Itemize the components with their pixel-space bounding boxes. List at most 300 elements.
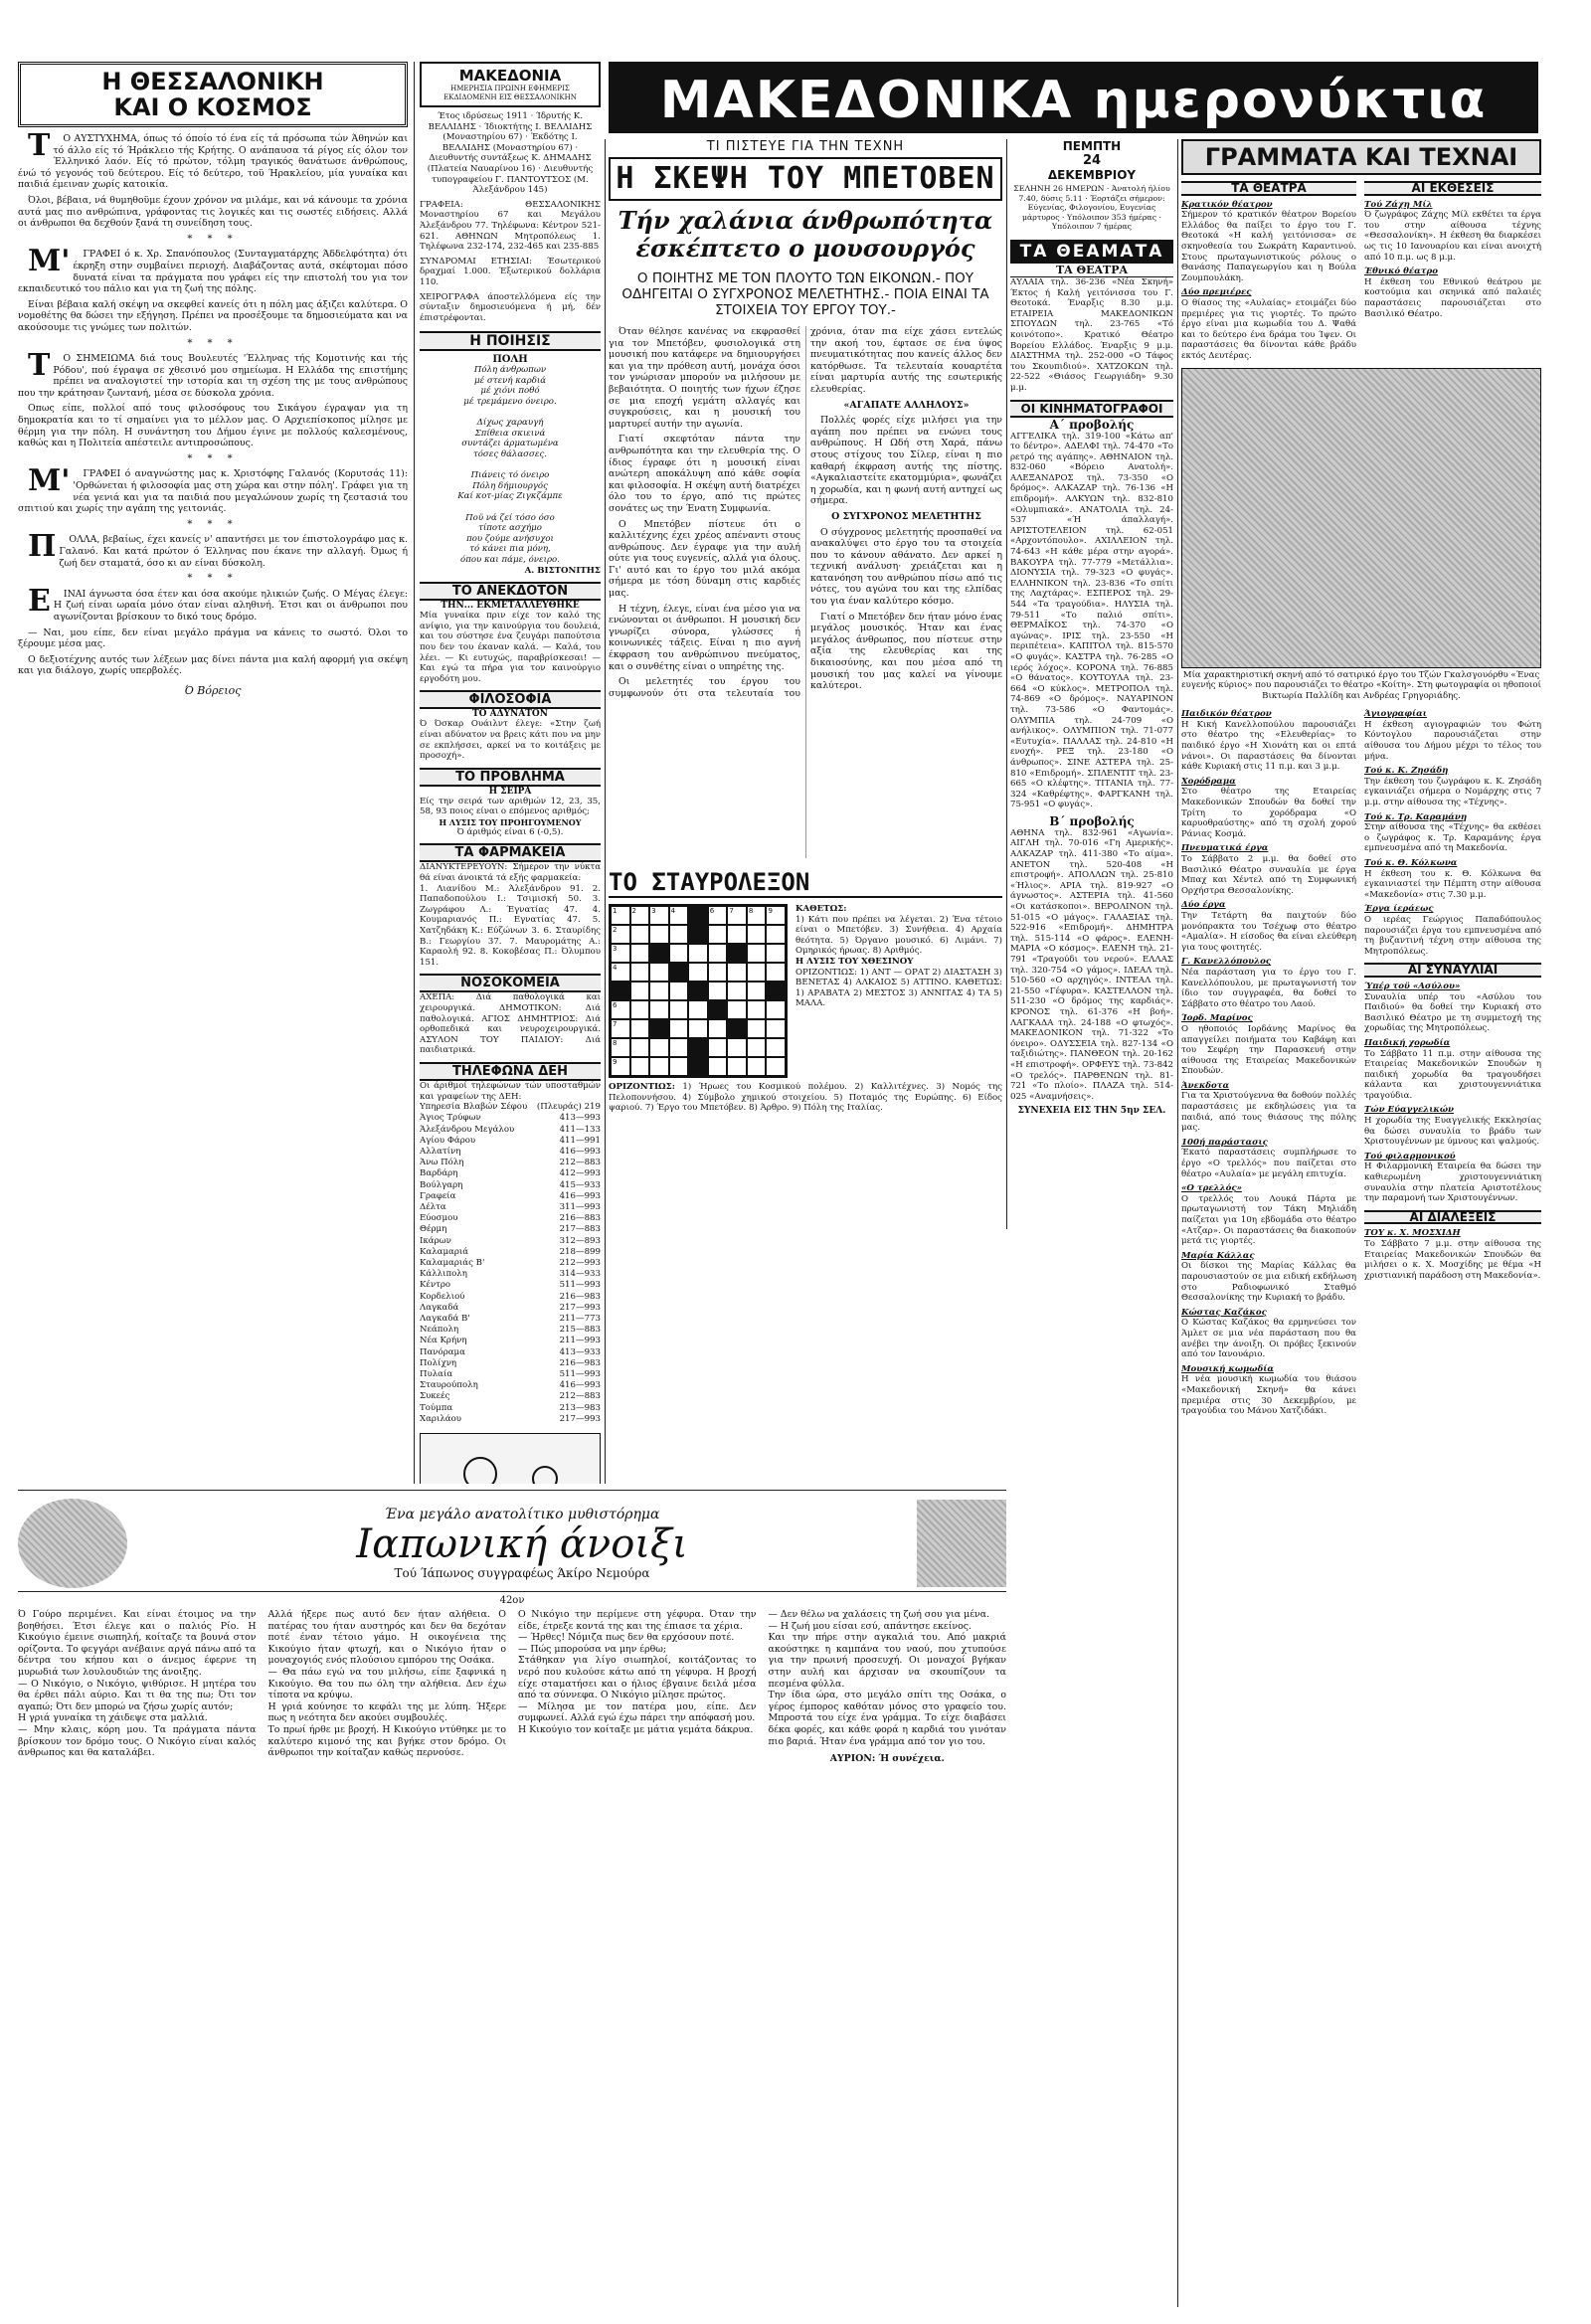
phone-name: Λαγκαδά Β' (420, 1314, 470, 1325)
crossword-cell[interactable] (727, 925, 747, 944)
paragraph: Ο Μπετόβεν πίστευε ότι ο καλλιτέχνης έχει χρέος απέναντι στους ανθρώπους. Δεν έγραφε για την αυλή ούτε για τους ευγενείς, αλλά για όλους. Γι' αυτό και το έργο του μιλά ακόμα σήμερα με τόση δύναμη στις καρδιές μας. (609, 518, 800, 600)
crossword-cell[interactable] (708, 1019, 728, 1038)
hospitals-heading: ΝΟΣΟΚΟΜΕΙΑ (420, 974, 601, 992)
crossword-cell[interactable] (688, 963, 708, 982)
phone-name: Βαρδάρη (420, 1168, 458, 1179)
publisher-info: Έτος ιδρύσεως 1911 · Ίδρυτής Κ. ΒΕΛΛΙΔΗΣ · Ίδιοκτήτης Ι. ΒΕΛΛΙΔΗΣ (Μοναστηρίου 67) · Έκδότης Ι. ΒΕΛΛΙΔΗΣ (Μοναστηρίου 67) · Διευθυντής συντάξεως Κ. ΔΗΜΑΔΗΣ (Πλατεία Ναυαρίνου 16) · Διευθυντής τυπογραφείου Γ. ΠΑΝΤΟΥΤΣΟΣ (Μ. Άλεξάνδρου 145) (427, 111, 594, 196)
crossword-cell[interactable]: 8 (611, 1038, 630, 1057)
crossword-cell[interactable] (649, 1038, 669, 1057)
crossword-cell[interactable] (669, 963, 689, 982)
phone-name: Υπηρεσία Βλαβών Σέφου (420, 1102, 528, 1113)
crossword-cell[interactable] (669, 982, 689, 1000)
article-deck: Ο ΠΟΙΗΤΗΣ ΜΕ ΤΟΝ ΠΛΟΥΤΟ ΤΩΝ ΕΙΚΟΝΩΝ.- ΠΟΥ ΟΔΗΓΕΙΤΑΙ Ο ΣΥΓΧΡΟΝΟΣ ΜΕΛΕΤΗΤΗΣ.- ΠΟΙΑ ΕΙΝΑΙ ΤΑ ΣΤΟΙΧΕΙΑ ΤΟΥ ΕΡΓΟΥ ΤΟΥ.- (621, 270, 989, 318)
phone-number: 416—993 (559, 1190, 601, 1201)
crossword-cell[interactable] (688, 1057, 708, 1076)
cinemas-first-run: Α΄ προβολής (1049, 417, 1135, 432)
novel-illustration-left (18, 1499, 127, 1588)
crossword-cell[interactable]: 6 (708, 906, 728, 925)
section-title: Παιδική χορωδία (1364, 1037, 1451, 1048)
phone-number: 217—883 (559, 1224, 601, 1235)
section-text: Οι δίσκοι της Μαρίας Κάλλας θα παρουσιαστούν σε μια ειδική εκδήλωση στο Ραδιοφωνικό Σταθμό Θεσσαλονίκης την Κυριακή το βράδυ. (1181, 1261, 1356, 1304)
crossword-cell[interactable] (766, 944, 786, 963)
anecdote-text: Μία γυναίκα πριν είχε τον καλό της ανίψιο, για την καινούργια του δουλειά, και του σύστησε ένα ζευγάρι παπούτσια που δεν του έκαναν καλά. — Καλά, του λέει. — Κι ευτυχώς, παραβρίσκεσαι! — Και εγώ τα πήρα για τον καινούργιο εργοδότη μου. (420, 611, 601, 684)
phone-name: Θέρμη (420, 1224, 447, 1235)
phone-number: 511—993 (559, 1369, 601, 1380)
crossword-cell[interactable] (766, 963, 786, 982)
crossword-cell[interactable] (630, 925, 650, 944)
phone-name: Συκεές (420, 1391, 450, 1402)
phone-number: 216—983 (559, 1357, 601, 1368)
paragraph: — Ναι, μου είπε, δεν είναι μεγάλο πράγμα να κάνεις το σωστό. Όλοι το ξέρουμε μέσα μας. (18, 626, 408, 650)
article-headline: Η ΣΚΕΨΗ ΤΟΥ ΜΠΕΤΟΒΕΝ (609, 157, 1002, 201)
section-text: Το Σάββατο 2 μ.μ. θα δοθεί στο Βασιλικό Θέατρο συναυλία με έργα Μπαχ και Χέντελ από τη Συμφωνική Ορχήστρα Θεσσαλονίκης. (1181, 854, 1356, 896)
section-title: Δύο έργα (1181, 900, 1226, 911)
beethoven-article (609, 139, 1002, 1229)
crossword-cell[interactable] (708, 944, 728, 963)
crossword-horizontal: 1) Ήρωες του Κοσμικού πολέμου. 2) Καλλιτέχνες. 3) Νομός της Πελοποννήσου. 4) Σύμβολο χημικού στοιχείου. 5) Ποταμός της Ευρώπης. 6) Είδος ψαριού. 7) Έργο του Μπετόβεν. 8) Άρθρο. 9) Πόλη της Ιταλίας. (609, 1082, 1002, 1114)
crossword-grid[interactable] (609, 904, 788, 1078)
phone-name: Αγίου Φάρου (420, 1135, 476, 1146)
crossword-cell[interactable] (727, 1000, 747, 1019)
phone-row (420, 1236, 601, 1247)
crossword-solution: ΟΡΙΖΟΝΤΙΩΣ: 1) ΑΝΤ — ΟΡΑΤ 2) ΔΙΑΣΤΑΣΗ 3) ΒΕΝΕΤΑΣ 4) ΑΛΚΑΙΟΣ 5) ΑΤΤΙΝΟ. ΚΑΘΕΤΩΣ: 1) ΑΡΑΒΑΤΑ 2) ΜΕΣΤΟΣ 3) ΑΝΝΙΤΑΣ 4) ΤΑ 5) ΜΑΛΑ. (796, 967, 1002, 1009)
phone-name: Νεάπολη (420, 1325, 459, 1336)
pharmacies-intro: ΔΙΑΝΥΚΤΕΡΕΥΟΥΝ: Σήμερον την νύκτα θά είναι άνοικτά τά εξής φαρμακεία: (420, 862, 601, 884)
philosophy-subtitle: ΤΟ ΑΔΥΝΑΤΟΝ (471, 709, 549, 720)
crossword-cell[interactable] (727, 982, 747, 1000)
crossword-cell[interactable] (649, 944, 669, 963)
phone-row (420, 1125, 601, 1136)
crossword-cell[interactable] (649, 1057, 669, 1076)
crossword-cell[interactable] (611, 982, 630, 1000)
paragraph: Η τέχνη, έλεγε, είναι ένα μέσο για να ενώνονται οι άνθρωποι. Η μουσική δεν γνωρίζει σύνορα, γλώσσες ή κοινωνικές τάξεις. Είναι η πιο αγνή έκφραση του ανθρώπινου πνεύματος, και ο συνθέτης είναι ο υπηρέτης της. (609, 603, 800, 672)
crossword-cell[interactable]: 2 (611, 925, 630, 944)
section-title: Άνεκδοτα (1181, 1080, 1230, 1091)
arts-column (1181, 139, 1541, 2307)
section-text: Η νέα μουσική κωμωδία του θιάσου «Μακεδονική Σκηνή» θα κάνει πρεμιέρα στις 30 Δεκεμβρίου, με τραγούδια του Μάνου Χατζιδάκι. (1181, 1374, 1356, 1417)
section-title: Κώστας Καζάκος (1181, 1307, 1267, 1318)
phone-name: Πυλαία (420, 1369, 453, 1380)
problem-heading: ΤΟ ΠΡΟΒΛΗΜΑ (420, 768, 601, 787)
crossword-cell[interactable] (747, 1000, 767, 1019)
section-title: Ύπέρ τοϋ «Ασύλου» (1364, 981, 1461, 991)
paragraph: Μ'ΓΡΑΦΕΙ ό κ. Χρ. Σπανόπουλος (Συνταγματάρχης Άδδελφότητα) ότι έκρηξη στην συμβαίνει περιοχή. Διαβάζοντας αυτά, σκέφτομαι πόσο δυνατά είναι τα πράγματα που γράφει είς την επιστολή του για τον εκπαιδευτικό του πάλιο και για τη ζωή της πόλης. (18, 244, 408, 295)
section-text: Την έκθεση του ζωγράφου κ. Κ. Ζησάδη εγκαινιάζει σήμερα ο Νομάρχης στις 7 μ.μ. στην αίθουσα της «Τέχνης». (1364, 776, 1541, 808)
phone-row (420, 1102, 601, 1113)
crossword-cell[interactable] (766, 925, 786, 944)
phone-row (420, 1280, 601, 1291)
anecdote-subtitle: ΤΗΝ... ΕΚΜΕΤΑΛΛΕΥΘΗΚΕ (441, 601, 580, 612)
phone-row (420, 1380, 601, 1391)
section-text: Στην αίθουσα της «Τέχνης» θα εκθέσει ο ζωγράφος κ. Τρ. Καραμάνης έργα εμπνευσμένα από τη Μακεδονία. (1364, 822, 1541, 854)
crossword-cell[interactable] (688, 1000, 708, 1019)
phone-name: Σταυρούπολη (420, 1380, 478, 1391)
phone-row (420, 1347, 601, 1358)
philosophy-text: Ό Όσκαρ Ουάιλντ έλεγε: «Στην ζωή είναι αδύνατον να βρεις κάτι που να μην σε εκπλήσσει, αρκεί να το κοιτάξεις με προσοχή». (420, 719, 601, 762)
cartoon-drawing (421, 1434, 600, 1484)
phone-name: Εύοσμου (420, 1213, 458, 1224)
paragraph: Οι μελετητές του έργου του συμφωνούν ότι στα τελευταία του χρόνια, όταν πια είχε χάσει εντελώς την ακοή του, έφτασε σε ένα ύψος πνευματικότητας που κανείς άλλος δεν κατόρθωσε. Τα τελευταία κουαρτέτα είναι μαρτυρία αυτής της εσωτερικής ελευθερίας. (609, 326, 1002, 699)
crossword-cell[interactable] (669, 1038, 689, 1057)
philosophy-heading: ΦΙΛΟΣΟΦΙΑ (420, 690, 601, 709)
section-title: Τού κ. Τρ. Καραμάνη (1364, 811, 1468, 822)
novel-next: ΑΥΡΙΟΝ: Ή συνέχεια. (829, 1753, 945, 1765)
column-body (18, 128, 408, 697)
crossword-cell[interactable]: 7 (611, 1019, 630, 1038)
crossword-cell[interactable] (688, 982, 708, 1000)
theaters-list: ΑΥΛΑΙΑ τηλ. 36-236 «Νέα Σκηνή» Έκτος ή Καλή γειτόνισσα του Γ. Θεοτοκά. Έναρξις 8.30 μ.μ. ΕΤΑΙΡΕΙΑ ΜΑΚΕΔΟΝΙΚΩΝ ΣΠΟΥΔΩΝ τηλ. 23-765 «Τό κοινότοπο». Κρατικό Θέατρο Βορείου Ελλάδος. Έναρξις 9 μ.μ. ΔΙΑΣΤΗΜΑ τηλ. 252-000 «Ο Τάφος του Σκουπιδιού». ΧΑΤΖΟΚΩΝ τηλ. 22-522 «Θιάσος Γεωργιάδη» 9.30 μ.μ. (1010, 276, 1173, 393)
novel-section (18, 1496, 1006, 2311)
shows-heading: ΤΑ ΘΕΑΜΑΤΑ (1010, 240, 1173, 264)
phone-name: Λαγκαδά (420, 1302, 459, 1313)
phone-number: 312—893 (559, 1235, 601, 1246)
section-text: Το Σάββατο 11 π.μ. στην αίθουσα της Εταιρείας Μακεδονικών Σπουδών η παιδική χορωδία θα τραγουδήσει κάλαντα και χριστουγεννιάτικα τραγούδια. (1364, 1048, 1541, 1101)
crossword-cell[interactable] (747, 982, 767, 1000)
section-text: Την Τετάρτη θα παιχτούν δύο μονόπρακτα του Τσέχωφ στο θέατρο «Αμαλία». Η είσοδος θα είναι ελεύθερη για τους φοιτητές. (1181, 910, 1356, 953)
poem-text: Πόλη άνθρωπων μέ στενή καρδιά μέ χιόνι ποθό μέ τρεμάμενο όνειρο. Δίχως χαραυγή Σπίθεια σκιεινά συντάζει άρματωμένα τόσες θάλασσες. Πιάνεις τό όνειρο Πόλη δήμιουργός Καί κοτ-μίας Ζιγκζάμπε Ποϋ νά ζεί τόσο όσο τίποτε ασχήμο που ζούμε ανήσυχοι τό κάνει πια μόνη, όπου και πάμε, όνειρο. (457, 365, 563, 565)
crossword-cell[interactable] (747, 944, 767, 963)
crossword (609, 868, 1002, 1114)
phone-row (420, 1403, 601, 1414)
crossword-cell[interactable] (630, 982, 650, 1000)
section-text: Ο Κώστας Καζάκος θα ερμηνεύσει τον Άμλετ σε μια νέα παράσταση που θα ανέβει την άνοιξη. Οι πρόβες ξεκινούν από τον Ιανουάριο. (1181, 1318, 1356, 1360)
problem-solution-label: Η ΛΥΣΙΣ ΤΟΥ ΠΡΟΗΓΟΥΜΕΝΟΥ (439, 816, 582, 827)
crossword-cell[interactable]: 6 (611, 1000, 630, 1019)
crossword-cell[interactable] (630, 944, 650, 963)
subheading: Ο ΣΥΓΧΡΟΝΟΣ ΜΕΛΕΤΗΤΗΣ (831, 510, 981, 522)
phone-name: Πολίχνη (420, 1357, 457, 1368)
theater-photo (1181, 368, 1541, 668)
section-title: «Ο τρελλός» (1181, 1183, 1242, 1194)
section-title: Παιδικόν θέατρον (1181, 709, 1272, 720)
crossword-cell[interactable] (630, 1057, 650, 1076)
phone-row (420, 1269, 601, 1280)
problem-subtitle: Η ΣΕΙΡΑ (488, 786, 532, 797)
novel-illustration-right (917, 1500, 1006, 1587)
paragraph: Οπως είπε, πολλοί από τους φιλοσόφους του Σικάγου έγραψαν για τη δημοκρατία και το τί σημαίνει για το μέλλον μας. Ο Αρχιεπίσκοπος μίλησε με θέρμη για την πόλη. Η συνάντηση του Δήμου έγινε με πολλούς καλεσμένους, καθώς και η Πολιτεία απέστειλε αντιπροσώπους. (18, 403, 408, 449)
phone-row (420, 1247, 601, 1258)
phone-name: Βούλγαρη (420, 1179, 463, 1190)
column-info (420, 62, 601, 1484)
crossword-cell[interactable]: 4 (669, 906, 689, 925)
phone-number: 213—983 (559, 1402, 601, 1413)
crossword-heading: ΤΟ ΣΤΑΥΡΟΛΕΞΟΝ (609, 868, 1002, 898)
crossword-cell[interactable] (708, 1000, 728, 1019)
paragraph: Όλοι, βέβαια, νά θυμηθοϋμε έχουν χρόνον να μιλάμε, και νά κάνουμε τα χρόνια αυτά μας πιο ανθρώπινα, γράφοντας τις λογικές και τις σωστές ειδήσεις. Αλλά οι άνθρωποι θα δεχθούν ξανά τη συνείδηση τους. (18, 194, 408, 230)
section-title: Πνευματικά έργα (1181, 843, 1269, 854)
crossword-cell[interactable] (669, 1019, 689, 1038)
section-title: Έργα ίεράεως (1364, 904, 1434, 915)
phone-row (420, 1168, 601, 1179)
section-title: Δύο πρεμιέρες (1181, 287, 1252, 298)
crossword-cell[interactable] (727, 963, 747, 982)
section-title: Τού κ. Θ. Κόλκωνα (1364, 858, 1458, 868)
novel-text: — Δεν θέλω να χαλάσεις τη ζωή σου για μένα. — Η ζωή μου είσαι εσύ, απάντησε εκείνος. Και την πήρε στην αγκαλιά του. Από μακριά ακούστηκε η καμπάνα του ναού, που χτυπούσε για την πρωινή προσευχή. Οι μοναχοί βγήκαν στην αυλή και άρχισαν να σκουπίζουν τα πεσμένα φύλλα. Την ίδια ώρα, στο μεγάλο σπίτι της Οσάκα, ο γέρος έμπορος καθόταν μόνος στο γραφείο του. Μπροστά του είχε ένα γράμμα. Το είχε διαβάσει δέκα φορές, και κάθε φορά η καρδιά του γινόταν πιο βαριά. Ήταν ένα γράμμα από τον γιο του. (768, 1609, 1006, 1747)
phones-heading: ΤΗΛΕΦΩΝΑ ΔΕΗ (420, 1062, 601, 1081)
crossword-cell[interactable] (669, 1057, 689, 1076)
novel-title: Ιαπωνική άνοιξι (356, 1521, 688, 1567)
column-title (18, 62, 408, 127)
phone-number: 211—773 (559, 1314, 601, 1325)
problem-solution: Ό άριθμός είναι 6 (-0,5). (456, 826, 564, 837)
crossword-cell[interactable] (688, 1038, 708, 1057)
section-text: Ο θίασος της «Αυλαίας» ετοιμάζει δύο πρεμιέρες για τις γιορτές. Το πρώτο έργο είναι μια κωμωδία του Δ. Ψαθά και το δεύτερο ένα δράμα του Ίψεν. Οι παραστάσεις θα δίνονται κάθε βράδυ εκτός Δευτέρας. (1181, 297, 1356, 361)
phones-table (420, 1102, 601, 1425)
crossword-cell[interactable] (688, 944, 708, 963)
masthead-title: ΜΑΚΕΔΟΝΙΚΑ ημερονύκτια (659, 71, 1488, 130)
crossword-cell[interactable] (766, 1019, 786, 1038)
phone-row (420, 1191, 601, 1202)
crossword-cell[interactable] (747, 1057, 767, 1076)
section-text: Η έκθεση του κ. Θ. Κόλκωνα θα εγκαινιαστεί την Πέμπτη στην αίθουσα «Μακεδονία» στις 7.30 μ.μ. (1364, 868, 1541, 900)
crossword-cell[interactable] (747, 963, 767, 982)
phone-name: Αλλατίνη (420, 1146, 461, 1157)
newspaper-logo (420, 62, 601, 107)
crossword-cell[interactable] (708, 982, 728, 1000)
phone-row (420, 1213, 601, 1224)
phone-row (420, 1303, 601, 1314)
phone-row (420, 1358, 601, 1369)
phone-row (420, 1414, 601, 1425)
crossword-cell[interactable] (766, 982, 786, 1000)
separator: * * * (187, 573, 239, 585)
crossword-cell[interactable] (688, 925, 708, 944)
theater-heading: ΤΑ ΘΕΑΤΡΑ (1181, 181, 1356, 196)
crossword-vertical: 1) Κάτι που πρέπει να λέγεται. 2) Ένα τέτοιο είναι ο Μπετόβεν. 3) Συνήθεια. 4) Αρχαία θεότητα. 5) Όργανο μουσικό. 6) Λιμάνι. 7) Ομηρικός ήρωας. 8) Αριθμός. (796, 914, 1002, 957)
phone-name: Γραφεία (420, 1190, 456, 1201)
phone-number: 217—993 (559, 1413, 601, 1424)
phone-number: 416—993 (559, 1146, 601, 1157)
crossword-cell[interactable]: 8 (747, 906, 767, 925)
crossword-cell[interactable] (708, 963, 728, 982)
crossword-cell[interactable] (649, 982, 669, 1000)
column-title-line1: Η ΘΕΣΣΑΛΟΝΙΚΗ (101, 68, 324, 95)
poem-author: Α. ΒΙΣΤΟΝΙΤΗΣ (524, 565, 601, 576)
crossword-cell[interactable] (630, 1019, 650, 1038)
crossword-cell[interactable] (649, 1000, 669, 1019)
paragraph: Όταν θέλησε κανένας να εκφρασθεί για τον Μπετόβεν, φυσιολογικά στη μουσική που κατάφερε να δημιουργήσει και για την πρόθεση αυτή, μονάχα όσοι τον γνώρισαν μπορούν να μιλήσουν με βεβαιότητα. Ο ποιητής των ήχων έζησε σε μια εποχή γεμάτη αλλαγές και συγκρούσεις, και η μουσική του μαρτυρεί αυτήν την αγωνία. (609, 326, 800, 430)
crossword-cell[interactable] (708, 1057, 728, 1076)
paragraph: Γιατί σκεφτόταν πάντα την ανθρωπότητα και την ελευθερία της. Ο ίδιος έγραφε ότι η μουσική είναι ανώτερη αποκάλυψη από κάθε σοφία και φιλοσοφία. Η σκέψη αυτή διατρέχει όλο του το έργο, από τις πρώτες σονάτες ως την Ένατη Συμφωνία. (609, 434, 800, 514)
phone-name: Καλαμαριάς Β' (420, 1258, 485, 1268)
crossword-cell[interactable]: 7 (727, 906, 747, 925)
separator: * * * (187, 233, 239, 245)
crossword-cell[interactable]: 3 (611, 944, 630, 963)
section-text: Για τα Χριστούγεννα θα δοθούν πολλές παραστάσεις με εκδηλώσεις για τα παιδιά, από τους θιάσους της πόλης μας. (1181, 1091, 1356, 1134)
section-text: Η χορωδία της Ευαγγελικής Εκκλησίας θα δώσει συναυλία το βράδυ των Χριστουγέννων με ύμνους και ψαλμούς. (1364, 1116, 1541, 1148)
novel-kicker: Ένα μεγάλο ανατολίτικο μυθιστόρημα (384, 1507, 660, 1522)
paragraph: Είναι βέβαια καλή σκέψη να σκεφθεί κανείς ότι η πόλη μας άξιζει καλύτερα. Ο νομοθέτης θα δώσει την εξήγηση. Πρέπει να προσέξουμε τα δημοσιεύματα και να ακούσουμε τις γνώμες των πολιτών. (18, 298, 408, 333)
paragraph: Ο δεξιοτέχνης αυτός των λέξεων μας δίνει πάντα μια καλή αφορμή για σκέψη και για διάλογο, χωρίς υπερβολές. (18, 653, 408, 677)
phone-row (420, 1292, 601, 1303)
phone-number: 511—993 (559, 1280, 601, 1291)
paragraph: Ο σύγχρονος μελετητής προσπαθεί να ανακαλύψει στο έργο του τα στοιχεία που το κάνουν αθάνατο. Δεν αρκεί η τεχνική ανάλυση· χρειάζεται και η κατανόηση του ανθρώπου πίσω από τις νότες, του αγώνα του και της ελπίδας του για έναν καλύτερο κόσμο. (810, 526, 1002, 608)
section-text: Νέα παράσταση για το έργο του Γ. Κανελλόπουλου, με πρωταγωνιστή τον ίδιο τον συγγραφέα, θα δοθεί το Σάββατο στο θέατρο του Λαού. (1181, 967, 1356, 1009)
phone-number: 215—883 (559, 1325, 601, 1336)
exhibitions-heading: ΑΙ ΕΚΘΕΣΕΙΣ (1364, 181, 1541, 196)
photo-caption: Μία χαρακτηριστική σκηνή από τό σατιρικό έργο του Τζών Γκαλσγουόρθυ «Ένας ευγενής κύριος» που παρουσιάζει το θέατρο «Κοίτη». Στη φωτογραφία οι ηθοποιοί Βικτωρία Παλλίδη και Ανδρέας Γρηγοριάδης. (1181, 669, 1541, 701)
theaters-subheading: ΤΑ ΘΕΑΤΡΑ (1010, 264, 1173, 277)
section-text: Η έκθεση αγιογραφιών του Φώτη Κόντογλου παρουσιάζεται στην αίθουσα του Δήμου μέχρι το τέλος του μήνα. (1364, 719, 1541, 762)
article-kicker: ΤΙ ΠΙΣΤΕΥΕ ΓΙΑ ΤΗΝ ΤΕΧΝΗ (706, 139, 905, 154)
phone-row (420, 1325, 601, 1336)
phone-name: Άγιος Τρύφων (420, 1113, 481, 1124)
crossword-cell[interactable] (630, 1038, 650, 1057)
paragraph: Γιατί ο Μπετόβεν δεν ήταν μόνο ένας μεγάλος μουσικός. Ήταν και ένας μεγάλος άνθρωπος, που πίστευε στην αξία της ελευθερίας και της δικαιοσύνης, και που μέσα από τη μουσική του μας καλεί να γίνουμε καλύτεροι. (810, 611, 1002, 692)
crossword-solution-label: Η ΛΥΣΙΣ ΤΟΥ ΧΘΕΣΙΝΟΥ (796, 956, 914, 967)
phone-number: 212—993 (559, 1258, 601, 1268)
novel-text: Ο Νικόγιο την περίμενε στη γέφυρα. Όταν την είδε, έτρεξε κοντά της και της έπιασε τα χέρια. — Ήρθες! Νόμιζα πως δεν θα ερχόσουν ποτέ. — Πώς μπορούσα να μην έρθω; Στάθηκαν για λίγο σιωπηλοί, κοιτάζοντας το νερό που κυλούσε κάτω από τη γέφυρα. Η βροχή είχε σταματήσει και ο ήλιος έβγαινε δειλά μέσα από τα σύννεφα. Ο Νικόγιο μίλησε πρώτος. — Μίλησα με τον πατέρα μου, είπε. Δεν συμφωνεί. Αλλά εγώ έχω πάρει την απόφασή μου. Η Κικούγιο τον κοίταξε με μάτια γεμάτα δάκρυα. (518, 1609, 757, 1735)
section-text: Ο τρελλός του Λουκά Πάρτα με πρωταγωνιστή τον Τάκη Μηλιάδη παίζεται για 10η εβδομάδα στο θέατρο «Ατζαρ». Οι παραστάσεις θα διακοπούν μετά τις γιορτές. (1181, 1193, 1356, 1247)
crossword-cell[interactable] (669, 944, 689, 963)
article-subhead-2: έσκέπτετο ο μουσουργός (635, 234, 975, 263)
crossword-cell[interactable] (688, 906, 708, 925)
phones-intro: Οι άριθμοί τηλεφώνων τών υποσταθμών και γραφείων της ΔΕΗ: (420, 1080, 601, 1102)
date-day: ΠΕΜΠΤΗ (1062, 139, 1122, 153)
section-title: Τού κ. Κ. Ζησάδη (1364, 766, 1449, 777)
section-text: Έκατό παραστάσεις συμπλήρωσε το έργο «Ο τρελλός» που παίζεται στο θέατρο «Αυλαία» με μεγάλη επιτυχία. (1181, 1148, 1356, 1179)
crossword-cell[interactable]: 2 (630, 906, 650, 925)
crossword-cell[interactable] (727, 1057, 747, 1076)
crossword-cell[interactable] (669, 925, 689, 944)
phone-number: 218—899 (559, 1246, 601, 1257)
section-title: 100ή παράστασις (1181, 1137, 1268, 1148)
phone-name: Κάλλιπολη (420, 1269, 467, 1280)
crossword-cell[interactable] (669, 1000, 689, 1019)
crossword-cell[interactable] (727, 1019, 747, 1038)
section-title: Έθνικό θέατρο (1364, 267, 1438, 277)
phone-number: 411—133 (559, 1124, 601, 1135)
crossword-cell[interactable] (649, 963, 669, 982)
phone-number: 216—883 (559, 1213, 601, 1224)
crossword-cell[interactable] (649, 925, 669, 944)
novel-text: Ό Γούρο περιμένει. Και είναι έτοιμος να την βοηθήσει. Έτσι έλεγε και ο παλιός Ρίο. Η Κικούγιο έμεινε σιωπηλή, κοίταζε τα βουνά στον ορίζοντα. Το φεγγάρι ανέβαινε αργά πάνω από τα δέντρα του κήπου και ο άνεμος έφερνε τη μυρωδιά των λουλουδιών της άνοιξης. — Ο Νικόγιο, ο Νικόγιο, ψιθύρισε. Η μητέρα του θα έρθει πάλι αύριο. Και τι θα της πω; Ότι τον αγαπώ; Ότι δεν μπορώ να ζήσω χωρίς αυτόν; Η γριά γυναίκα τη χάιδεψε στα μαλλιά. — Μην κλαις, κόρη μου. Τα πράγματα πάντα βρίσκουν τον δρόμο τους. Ο Νικόγιο είναι καλός άνθρωπος και θα καταλάβει. (18, 1609, 257, 1759)
phone-name: Νέα Κρήνη (420, 1336, 467, 1346)
section-text: Ό ζωγράφος Ζάχης Μίλ εκθέτει τα έργα του στην αίθουσα τέχνης «Θεσσαλονίκη». Η έκθεση θα διαρκέσει ως τις 10 Ιανουαρίου και είναι ανοιχτή από 10 π.μ. ως 8 μ.μ. (1364, 210, 1541, 263)
phone-number: 212—883 (559, 1391, 601, 1402)
subheading: «ΑΓΑΠΑΤΕ ΑΛΛΗΛΟΥΣ» (843, 399, 970, 411)
phone-name: Άνω Πόλη (420, 1158, 464, 1168)
cinemas-second-run-list: ΑΘΗΝΑ τηλ. 832-961 «Αγωνία». ΑΙΓΛΗ τηλ. 70-016 «Γη Αμερικής». ΑΛΚΑΖΑΡ τηλ. 411-380 «Το αίμα». ΑΝΕΤΟΝ τηλ. 520-408 «Η επιστροφή». ΑΠΟΛΛΩΝ τηλ. 25-810 «Ήλιος». ΑΡΙΑ τηλ. 819-927 «Ο άγνωστος». ΑΣΤΕΡΙΑ τηλ. 41-560 «Οι κατάσκοποι». ΒΕΡΟΛΙΝΟΝ τηλ. 51-015 «Ο μάγος». ΓΑΛΑΞΙΑΣ τηλ. 522-916 «Επιδρομή». ΔΗΜΗΤΡΑ τηλ. 515-114 «Ο φάρος». ΕΛΕΝΗ-ΜΑΡΙΑ «Ο κόσμος». ΕΛΕΝΗ τηλ. 21-791 «Τραγούδι του νερού». ΕΛΛΑΣ τηλ. 320-754 «Ο γάμος». ΙΔΕΑΛ τηλ. 510-560 «Ο αρχηγός». ΙΝΤΕΑΛ τηλ. 21-550 «Γέφυρα». ΚΑΣΤΕΛΛΟΝ τηλ. 511-230 «Ο δρόμος της καρδιάς». ΚΡΟΝΟΣ τηλ. 61-376 «Η βοή». ΛΑΓΚΑΔΑ τηλ. 24-188 «Ο φτωχός». ΜΑΚΕΔΟΝΙΚΟΝ τηλ. 71-322 «Το όνειρο». ΟΔΥΣΣΕΙΑ τηλ. 827-134 «Ο ταξιδιώτης». ΠΑΝΘΕΟΝ τηλ. 20-162 «Η επιστροφή». ΟΡΦΕΥΣ τηλ. 73-842 «Ο τρελός». ΠΑΡΘΕΝΩΝ τηλ. 81-721 «Το πλοίο». ΠΛΑΖΑ τηλ. 514-025 «Αναμνήσεις». (1010, 827, 1173, 1102)
phone-number: 216—983 (559, 1291, 601, 1302)
cartoon (420, 1433, 601, 1484)
phone-name: Τούμπα (420, 1402, 453, 1413)
section-text: Ο ηθοποιός Ιορδάνης Μαρίνος θα απαγγείλει ποιήματα του Καβάφη και του Σεφέρη την Παρασκευή στην αίθουσα της Εταιρείας Μακεδονικών Σπουδών. (1181, 1023, 1356, 1077)
crossword-cell[interactable]: 9 (611, 1057, 630, 1076)
section-title: Μουσική κωμωδία (1181, 1363, 1274, 1374)
phone-row (420, 1113, 601, 1124)
phone-row (420, 1136, 601, 1147)
crossword-vertical-label: ΚΑΘΕΤΩΣ: (796, 904, 847, 914)
signature: Ό Βόρειος (184, 683, 242, 697)
crossword-cell[interactable] (649, 1019, 669, 1038)
date-month: ΔΕΚΕΜΒΡΙΟΥ (1047, 168, 1137, 182)
phone-number: 413—993 (559, 1113, 601, 1124)
crossword-cell[interactable] (747, 1019, 767, 1038)
phone-row (420, 1158, 601, 1168)
crossword-cell[interactable] (708, 925, 728, 944)
phone-name: Χαριλάου (420, 1413, 461, 1424)
novel-text: Αλλά ήξερε πως αυτό δεν ήταν αλήθεια. Ο πατέρας του ήταν αυστηρός και δεν θα δεχόταν ποτέ έναν τέτοιο γάμο. Η οικογένεια της Κικούγιο ήταν φτωχή, και ο Νικόγιο ήταν ο μοναχογιός ενός πλούσιου εμπόρου της Οσάκα. — Θα πάω εγώ να του μιλήσω, είπε ξαφνικά η Κικούγιο. Θα του πω όλη την αλήθεια. Δεν έχω τίποτα να κρύψω. Η γριά κούνησε το κεφάλι της με λύπη. Ήξερε πως η νεότητα δεν ακούει συμβουλές. Το πρωί ήρθε με βροχή. Η Κικούγιο ντύθηκε με το καλύτερο κιμονό της και βγήκε στον δρόμο. Οι άνθρωποι την κοίταζαν καθώς περνούσε. (267, 1609, 506, 1759)
date-box (1010, 139, 1173, 182)
section-text: Σήμερον τό κρατικόν θέατρον Βορείου Ελλάδος θα παίξει το έργο του Γ. Θεοτοκά «Η καλή γειτόνισσα» σε σκηνοθεσία του Σωκράτη Καραντινού. Στους πρωταγωνιστικούς ρόλους ο Θανάσης Παπαγεωργίου και η Βούλα Ζουμπουλάκη. (1181, 210, 1356, 283)
crossword-cell[interactable] (747, 925, 767, 944)
lectures-heading: ΑΙ ΔΙΑΛΕΞΕΙΣ (1364, 1210, 1541, 1225)
crossword-cell[interactable] (688, 1019, 708, 1038)
anecdote-heading: ΤΟ ΑΝΕΚΔΟΤΟΝ (420, 582, 601, 601)
phone-row (420, 1314, 601, 1325)
cinemas-first-run-list: ΑΓΓΕΛΙΚΑ τηλ. 319-100 «Κάτω απ' το δέντρο». ΑΔΕΛΦΙ τηλ. 74-470 «Το ρετρό της αγάπης». ΑΘΗΝΑΙΟΝ τηλ. 832-060 «Βόρειο Ανατολή». ΑΛΕΞΑΝΔΡΟΣ τηλ. 73-350 «Ο δρόμος». ΑΛΚΑΖΑΡ τηλ. 76-136 «Η επιδρομή». ΑΛΚΥΩΝ τηλ. 832-810 «Ολυμπιακά». ΑΝΑΤΟΛΙΑ τηλ. 24-537 «Ή άπαλλαγή». ΑΡΙΣΤΟΤΕΛΕΙΟΝ τηλ. 62-051 «Αρχοντόπουλο». ΑΧΙΛΛΕΙΟΝ τηλ. 74-643 «Η κάθε μέρα στην αγορά». ΒΑΚΟΥΡΑ τηλ. 77-779 «Μετάλλια». ΔΙΟΝΥΣΙΑ τηλ. 79-323 «Ο φυγάς». ΕΛΛΗΝΙΚΟΝ τηλ. 23-836 «Το σπίτι της Λαχτάρας». ΕΣΠΕΡΟΣ τηλ. 29-544 «Τα τραγούδια». ΗΛΥΣΙΑ τηλ. 79-511 «Το παλιό σπίτι». ΘΕΡΜΑΪΚΟΣ τηλ. 74-370 «Ο αγώνας». ΙΡΙΣ τηλ. 23-550 «Η περιπέτεια». ΚΑΠΙΤΟΛ τηλ. 815-570 «Ο φυγάς». ΚΑΣΤΡΑ τηλ. 76-285 «Ο ιερός λόχος». ΚΟΡΟΝΑ τηλ. 76-885 «Ο θάνατος». ΚΟΥΤΟΥΛΑ τηλ. 23-664 «Ο κύκλος». ΜΕΤΡΟΠΟΛ τηλ. 74-869 «Ο δρόμος». ΝΑΥΑΡΙΝΟΝ τηλ. 73-586 «Ο Φαντομάς». ΟΛΥΜΠΙΑ τηλ. 24-709 «Ο ανήλικος». ΟΛΥΜΠΙΟΝ τηλ. 71-077 «Ευτυχία». ΠΑΛΛΑΣ τηλ. 24-810 «Η ενοχή». ΡΕΞ τηλ. 23-180 «Ο άνθρωπος». ΣΙΝΕ ΑΣΤΕΡΑ τηλ. 25-810 «Επιδρομή». ΣΠΛΕΝΤΙΤ τηλ. 23-665 «Ο κλέφτης». ΤΙΤΑΝΙΑ τηλ. 77-324 «Καθρέφτης». ΦΑΡΓΚΑΝΗ τηλ. 75-951 «Ο φυγάς». (1010, 431, 1173, 810)
crossword-cell[interactable]: 4 (611, 963, 630, 982)
crossword-cell[interactable] (727, 944, 747, 963)
phone-number: 311—993 (559, 1201, 601, 1212)
phone-number: 211—993 (559, 1336, 601, 1346)
separator: * * * (187, 337, 239, 349)
article-body (609, 326, 1002, 858)
crossword-cell[interactable] (766, 1038, 786, 1057)
crossword-cell[interactable] (747, 1038, 767, 1057)
paragraph: ΕΙΝΑΙ άγνωστα όσα έτεν και όσα ακούμε ηλικιών ζωής. Ο Μέγας έλεγε: Η ζωή είναι ωραία μόνο όταν είναι αληθινή. Έτσι και οι άνθρωποι που αγωνίζονται βρίσκουν το δικό τους δρόμο. (28, 583, 408, 623)
section-text: Το Σάββατο 7 μ.μ. στην αίθουσα της Εταιρείας Μακεδονικών Σπουδών θα μιλήσει ο κ. Χ. Μοσχίδης με θέμα «Η χριστιανική παράδοση στη Μακεδονία». (1364, 1239, 1541, 1281)
shows-column (1010, 139, 1173, 2307)
phone-number: (Πλευράς) 219 (536, 1102, 601, 1113)
section-title: Κρατικόν θέατρον (1181, 199, 1273, 210)
date-number: 24 (1082, 153, 1102, 168)
paragraph: ΠΟΛΛΑ, βεβαίως, έχει κανείς ν' απαντήσει με τον έπιστολογράφο μας κ. Γαλανό. Και κατά πρώτον ό Έλληνας που έκανε την αλλαγή. Όμως ή ζωή δεν σταματά, όσο κι αν είναι δύσκολη. (28, 529, 408, 569)
crossword-cell[interactable] (708, 1038, 728, 1057)
section-text: Ο ιερέας Γεώργιος Παπαδόπουλος παρουσιάζει έργα του εμπνευσμένα από τη βυζαντινή τέχνη στην αίθουσα της Μητροπόλεως. (1364, 914, 1541, 957)
phone-name: Κορδελιού (420, 1291, 465, 1302)
problem-text: Είς την σειρά των αριθμών 12, 23, 35, 58, 93 ποιος είναι ο επόμενος αριθμός; (420, 796, 601, 817)
phone-row (420, 1336, 601, 1346)
crossword-cell[interactable]: 1 (611, 906, 630, 925)
phone-name: Δέλτα (420, 1201, 446, 1212)
phone-row (420, 1258, 601, 1269)
phone-name: Άλεξάνδρου Μεγάλου (420, 1124, 515, 1135)
crossword-cell[interactable]: 9 (766, 906, 786, 925)
phone-row (420, 1391, 601, 1402)
phone-row (420, 1369, 601, 1380)
crossword-cell[interactable]: 3 (649, 906, 669, 925)
phone-row (420, 1202, 601, 1213)
concerts-heading: ΑΙ ΣΥΝΑΥΛΙΑΙ (1364, 963, 1541, 978)
novel-episode: 42ον (499, 1595, 525, 1606)
section-title: Μαρία Κάλλας (1181, 1250, 1255, 1261)
crossword-cell[interactable] (727, 1038, 747, 1057)
novel-author: Τού Ίάπωνος συγγραφέως Άκίρο Νεμούρα (394, 1566, 650, 1580)
phone-number: 415—933 (559, 1179, 601, 1190)
section-title: Άγιογραφίαι (1364, 709, 1427, 720)
poem-title: ΠΟΛΗ (492, 354, 528, 366)
article-subhead-1: Τήν χαλάνια άνθρωπότητα (618, 206, 993, 235)
phone-number: 212—883 (559, 1158, 601, 1168)
paragraph: Μ'ΓΡΑΦΕΙ ό αναγνώστης μας κ. Χριστόφης Γαλανός (Κορυτσάς 11): 'Ορθώνεται ή φιλοσοφία μας στη χώρα και στην πόλη'. Γράφει για τη νέα γενιά και για τα παιδιά που μεγαλώνουν χωρίς τη ζεστασιά του σπιτιού και χωρίς την αγάπη της γειτονιάς. (18, 463, 408, 515)
phone-number: 411—991 (559, 1135, 601, 1146)
logo-text: ΜΑΚΕΔΟΝΙΑ (458, 67, 562, 85)
section-title: Τών Εύαγγελικών (1364, 1105, 1454, 1116)
arts-heading: ΓΡΑΜΜΑΤΑ ΚΑΙ ΤΕΧΝΑΙ (1181, 139, 1541, 175)
crossword-cell[interactable] (630, 1000, 650, 1019)
section-text: Η Κική Κανελλοπούλου παρουσιάζει στο θέατρο της «Ελευθερίας» το παιδικό έργο «Η Χιονάτη και οι επτά νάνοι». Οι παραστάσεις θα δίνονται κάθε Κυριακή στις 11 π.μ. και 3 μ.μ. (1181, 719, 1356, 773)
offices-info: ΓΡΑΦΕΙΑ: ΘΕΣΣΑΛΟΝΙΚΗΣ Μοναστηρίου 67 και Μεγάλου Άλεξάνδρου 77. Τηλέφωνα: Κέντρον 521-621. ΑΘΗΝΩΝ Μητροπόλεως 1. Τηλέφωνα 232-174, 232-465 και 235-885 (420, 199, 601, 253)
crossword-cell[interactable] (630, 963, 650, 982)
section-title: Χορόδραμα (1181, 776, 1236, 787)
crossword-cell[interactable] (766, 1057, 786, 1076)
paragraph: ΤΟ ΑΥΣΤΥΧΗΜΑ, όπως τό όποίο τό ένα είς τά πρόσωπα τών Άθηνών και τό άλλο είς τό Ήράκλειο τής Κρήτης. Ο ανάπαυσα τά ρίγος είς όλον τον Έλληνικό λαόν. Είς τό πρώτον, τόλμη τραγικός θανάτωσε άνθρώπους, ένώ τό γεγονός τοϋ δεύτερου. Είς τό δεύτερο, τοϋ Ήρακλείου, μία γυναίκα και παιδιά έμειναν χωρίς κατοικία. (18, 128, 408, 191)
phone-name: Καλαμαριά (420, 1246, 469, 1257)
phone-number: 314—933 (559, 1269, 601, 1280)
crossword-cell[interactable] (766, 1000, 786, 1019)
